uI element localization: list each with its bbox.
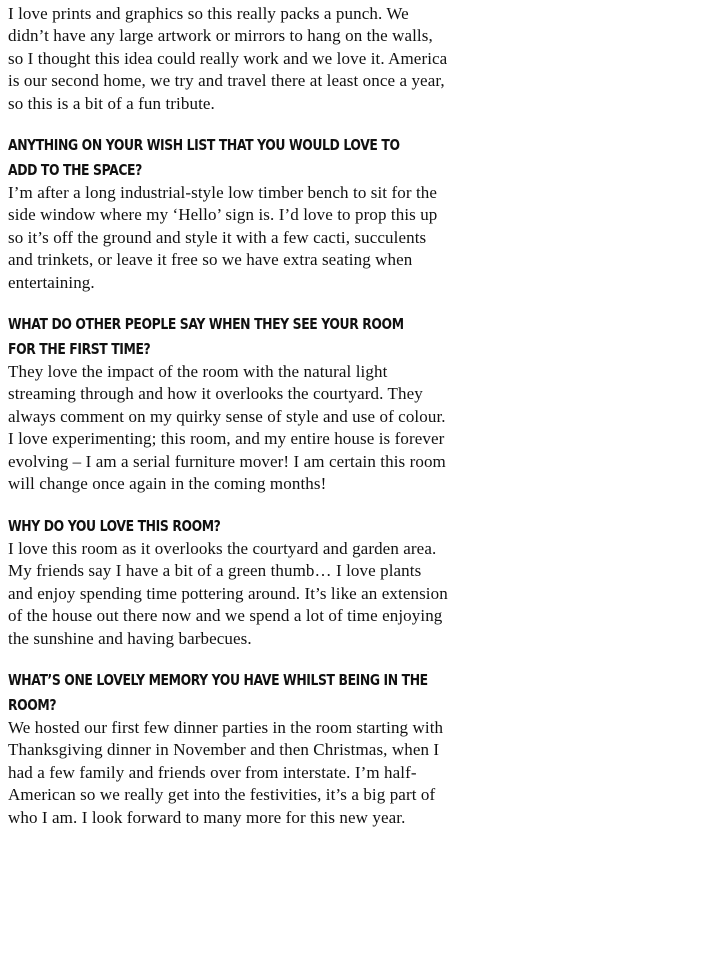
intro-paragraph: I love prints and graphics so this really packs a punch. We didn’t have any large artwork or mirrors to hang on the walls, so I thought this idea could really work and we love it. America is our second home, we try and travel there at least once a year, so this is a bit of a fun tribute. xyxy=(8,4,448,113)
question-heading: WHY DO YOU LOVE THIS ROOM? xyxy=(8,516,221,535)
question-heading: WHAT DO OTHER PEOPLE SAY WHEN THEY SEE YOUR ROOM FOR THE FIRST TIME? xyxy=(8,315,404,358)
qa-section-first-impressions xyxy=(8,312,448,495)
answer-paragraph: I’m after a long industrial-style low timber bench to sit for the side window where my ‘Hello’ sign is. I’d love to prop this up so it’s off the ground and style it with a few cacti, succulents and trinkets, or leave it free so we have extra seating when entertaining. xyxy=(8,183,438,292)
answer-paragraph: We hosted our first few dinner parties in the room starting with Thanksgiving dinner in November and then Christmas, when I had a few family and friends over from interstate. I’m half-American so we really get into the festivities, it’s a big part of who I am. I look forward to many more for this new year. xyxy=(8,718,444,827)
qa-section-wish-list xyxy=(8,133,448,294)
qa-section-lovely-memory xyxy=(8,668,448,829)
answer-paragraph: They love the impact of the room with the natural light streaming through and how it overlooks the courtyard. They always comment on my quirky sense of style and use of colour. I love experimenting; this room, and my entire house is forever evolving – I am a serial furniture mover! I am certain this room will change once again in the coming months! xyxy=(8,362,446,494)
qa-section-why-love xyxy=(8,514,448,651)
question-heading: WHAT’S ONE LOVELY MEMORY YOU HAVE WHILST BEING IN THE ROOM? xyxy=(8,671,428,714)
answer-paragraph: I love this room as it overlooks the courtyard and garden area. My friends say I have a bit of a green thumb… I love plants and enjoy spending time pottering around. It’s like an extension of the house out there now and we spend a lot of time enjoying the sunshine and having barbecues. xyxy=(8,539,448,648)
article-body xyxy=(8,3,448,829)
question-heading: ANYTHING ON YOUR WISH LIST THAT YOU WOULD LOVE TO ADD TO THE SPACE? xyxy=(8,136,400,179)
